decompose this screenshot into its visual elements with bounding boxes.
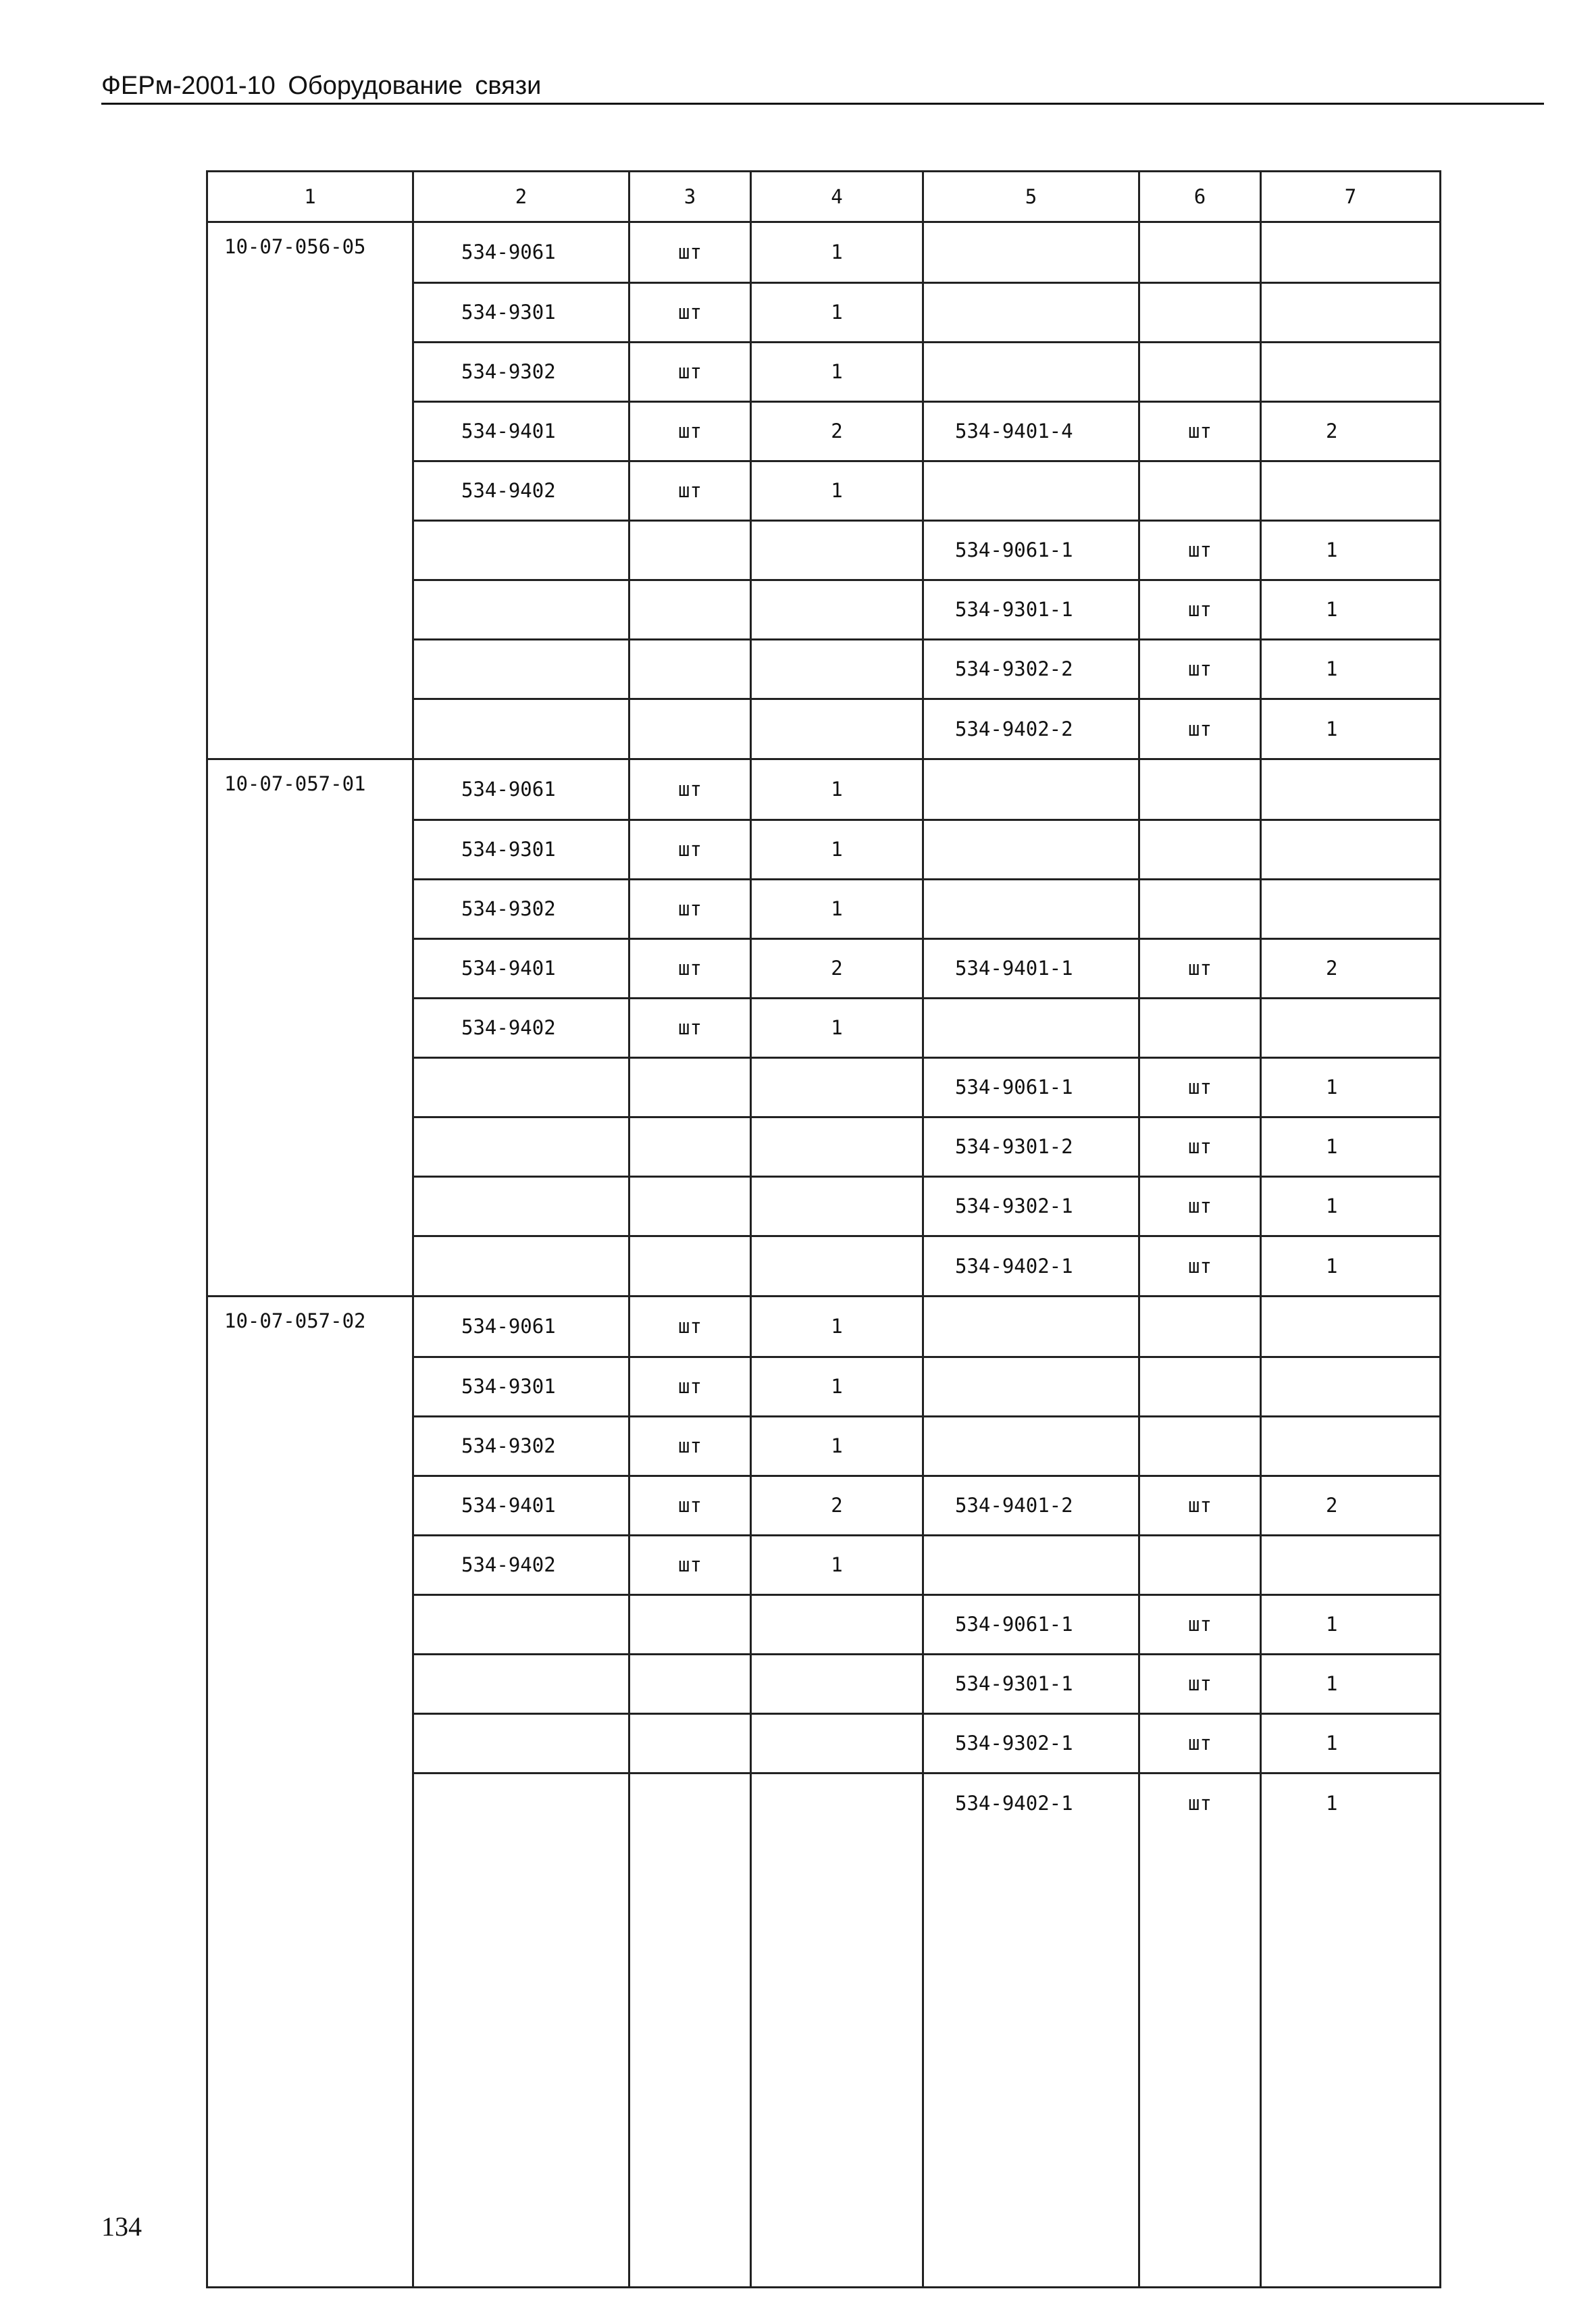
table-cell: 534-9302 [413,342,629,401]
table-cell [923,461,1139,520]
table-cell: шт [1139,401,1261,461]
table-cell [751,1057,923,1117]
rate-code-cell [207,1476,413,1535]
table-row [207,401,1441,461]
table-cell [629,1773,751,1832]
rate-code-cell [207,1654,413,1713]
table-cell: 2 [751,938,923,998]
table-cell: 534-9401-1 [923,938,1139,998]
table-cell [1261,1416,1441,1476]
table-cell [1261,342,1441,401]
table-cell [1261,282,1441,342]
table-row [207,1476,1441,1535]
blank-cell [629,1832,751,2288]
table-row [207,879,1441,938]
table-cell: 534-9302-2 [923,639,1139,699]
table-cell [923,1416,1139,1476]
blank-cell [923,1832,1139,2288]
rate-code-cell: 10-07-056-05 [207,222,413,283]
table-cell: 534-9401-4 [923,401,1139,461]
table-cell: 534-9402 [413,461,629,520]
table-cell [923,1297,1139,1357]
table-cell: 534-9301 [413,282,629,342]
table-row [207,699,1441,759]
rate-code-cell [207,580,413,639]
table-cell [629,1713,751,1773]
table-cell [923,1357,1139,1416]
rate-code-cell [207,1176,413,1236]
page-number: 134 [101,2211,142,2242]
table-cell: 1 [1261,520,1441,580]
table-cell: 1 [751,820,923,879]
rate-code-cell [207,1594,413,1654]
table-cell [1139,998,1261,1057]
table-cell [1261,461,1441,520]
table-cell [413,520,629,580]
table-cell: 2 [1261,938,1441,998]
table-cell [751,1654,923,1713]
rate-code-cell [207,1057,413,1117]
table-row [207,820,1441,879]
table-cell: 534-9301-1 [923,1654,1139,1713]
table-cell: шт [1139,1713,1261,1773]
table-cell: 534-9402 [413,998,629,1057]
table-cell [629,1057,751,1117]
column-header: 1 [207,172,413,222]
table-cell [1261,1297,1441,1357]
table-row [207,342,1441,401]
table-cell [751,699,923,759]
table-cell [751,580,923,639]
table-cell [1261,759,1441,820]
table-cell: шт [629,1476,751,1535]
table-cell: 534-9302 [413,879,629,938]
table-row [207,1236,1441,1297]
table-cell: 1 [751,222,923,283]
table-cell: шт [1139,1117,1261,1176]
table-cell [923,342,1139,401]
rate-code-cell [207,879,413,938]
table-cell: шт [629,820,751,879]
rate-code-cell [207,699,413,759]
table-cell: шт [629,1535,751,1594]
table-row [207,1416,1441,1476]
rate-code-cell [207,1535,413,1594]
table-cell: 534-9061-1 [923,1594,1139,1654]
table-cell: шт [629,998,751,1057]
table-cell [413,699,629,759]
page-header-title: ФЕРм-2001-10 Оборудование связи [101,72,542,100]
rate-code-cell [207,998,413,1057]
table-cell: шт [1139,1654,1261,1713]
table-cell: шт [629,1297,751,1357]
rate-code-cell [207,461,413,520]
table-cell [751,1713,923,1773]
table-cell: шт [1139,639,1261,699]
table-cell: 2 [751,401,923,461]
table-cell: 1 [1261,1057,1441,1117]
table-cell: 1 [1261,1654,1441,1713]
table-cell [629,1594,751,1654]
table-cell [1139,461,1261,520]
table-cell [413,580,629,639]
table-cell: 2 [751,1476,923,1535]
table-cell: шт [1139,1476,1261,1535]
table-row [207,1057,1441,1117]
table-cell: 534-9402 [413,1535,629,1594]
table-row [207,461,1441,520]
table-row [207,1654,1441,1713]
table-cell: шт [1139,1773,1261,1832]
column-header: 3 [629,172,751,222]
table-row [207,1176,1441,1236]
rate-code-cell: 10-07-057-02 [207,1297,413,1357]
rate-code-cell [207,1117,413,1176]
table-cell [413,1713,629,1773]
table-row [207,938,1441,998]
table-cell [1139,1416,1261,1476]
table-cell [629,699,751,759]
table-row [207,639,1441,699]
table-cell [1139,282,1261,342]
table-cell [413,1236,629,1297]
table-cell [751,1594,923,1654]
rate-code-cell [207,1357,413,1416]
table-cell [751,1117,923,1176]
table-cell: 534-9061 [413,1297,629,1357]
table-cell: шт [1139,580,1261,639]
table-cell: 534-9401 [413,1476,629,1535]
table-header-row [207,172,1441,222]
table-cell: шт [629,401,751,461]
table-row [207,1773,1441,1832]
table-cell: 1 [751,1357,923,1416]
rate-code-cell [207,1416,413,1476]
table-row [207,282,1441,342]
column-header: 5 [923,172,1139,222]
table-row [207,1297,1441,1357]
header-divider [101,103,1544,105]
table-cell [413,1117,629,1176]
table-cell [413,1773,629,1832]
table-cell: 534-9401 [413,401,629,461]
table-cell: 1 [751,1416,923,1476]
table-cell: 1 [751,998,923,1057]
table-cell: 534-9302-1 [923,1176,1139,1236]
table-cell [629,1176,751,1236]
table-cell [1139,342,1261,401]
table-cell [413,1057,629,1117]
rate-code-cell [207,820,413,879]
table-cell: 534-9401-2 [923,1476,1139,1535]
blank-cell [413,1832,629,2288]
table-cell: шт [629,938,751,998]
blank-cell [1139,1832,1261,2288]
table-cell: шт [629,282,751,342]
table-cell: 534-9302-1 [923,1713,1139,1773]
table-cell: 534-9061 [413,222,629,283]
table-cell [413,1654,629,1713]
table-cell: 534-9402-2 [923,699,1139,759]
table-row [207,1594,1441,1654]
table-row [207,520,1441,580]
table-cell: 1 [751,1297,923,1357]
table-cell: 534-9301-1 [923,580,1139,639]
blank-cell [1261,1832,1441,2288]
table-cell: 1 [751,1535,923,1594]
table-cell [1139,222,1261,283]
table-cell: 2 [1261,401,1441,461]
table-cell: шт [1139,520,1261,580]
table-cell [751,520,923,580]
table-cell [1139,1297,1261,1357]
table-cell [923,820,1139,879]
resource-table [206,170,1441,2288]
table-cell: 1 [751,282,923,342]
rate-code-cell [207,401,413,461]
table-cell [629,580,751,639]
table-cell [1261,879,1441,938]
rate-code-cell [207,520,413,580]
table-cell [923,282,1139,342]
table-cell: 1 [751,879,923,938]
table-cell: 1 [751,342,923,401]
table-cell: 534-9402-1 [923,1236,1139,1297]
column-header: 2 [413,172,629,222]
table-cell [751,639,923,699]
table-cell: шт [1139,1594,1261,1654]
table-cell [629,1236,751,1297]
rate-code-cell [207,639,413,699]
table-cell: шт [1139,1236,1261,1297]
table-cell: шт [1139,1057,1261,1117]
table-cell: 1 [751,759,923,820]
column-header: 7 [1261,172,1441,222]
table-cell: шт [1139,1176,1261,1236]
table-cell: 534-9061 [413,759,629,820]
table-cell: 534-9061-1 [923,1057,1139,1117]
table-cell [629,520,751,580]
rate-code-cell [207,1773,413,1832]
rate-code-cell: 10-07-057-01 [207,759,413,820]
table-cell: 1 [1261,639,1441,699]
column-header: 4 [751,172,923,222]
table-cell [923,759,1139,820]
table-row [207,222,1441,283]
blank-cell [751,1832,923,2288]
table-cell: 534-9302 [413,1416,629,1476]
table-cell [751,1176,923,1236]
table-cell: шт [1139,938,1261,998]
table-cell: 1 [1261,580,1441,639]
table-row [207,1357,1441,1416]
table-cell: шт [629,461,751,520]
table-cell: шт [629,879,751,938]
table-cell [629,639,751,699]
table-cell [1139,879,1261,938]
table-cell [413,1594,629,1654]
table-cell: 534-9402-1 [923,1773,1139,1832]
rate-code-cell [207,282,413,342]
table-cell [1139,1357,1261,1416]
table-cell: 534-9301 [413,820,629,879]
table-cell: шт [629,1416,751,1476]
table-cell: 1 [1261,1713,1441,1773]
table-cell [923,879,1139,938]
table-cell: шт [629,222,751,283]
rate-code-cell [207,342,413,401]
table-cell [1261,222,1441,283]
table-row [207,1535,1441,1594]
table-cell: 1 [1261,1176,1441,1236]
table-cell: 534-9061-1 [923,520,1139,580]
table-cell [629,1117,751,1176]
table-row [207,580,1441,639]
table-cell: 534-9401 [413,938,629,998]
table-cell: шт [1139,699,1261,759]
rate-code-cell [207,938,413,998]
table-cell [629,1654,751,1713]
table-cell: 534-9301 [413,1357,629,1416]
table-cell [413,639,629,699]
table-cell: 1 [751,461,923,520]
table-blank-area [207,1832,1441,2288]
table-body [207,172,1441,2288]
table-row [207,1117,1441,1176]
column-header: 6 [1139,172,1261,222]
table-cell: 1 [1261,699,1441,759]
table-cell [1139,759,1261,820]
table-cell [923,998,1139,1057]
table-cell: шт [629,759,751,820]
table-cell [1261,1357,1441,1416]
table-cell: 1 [1261,1236,1441,1297]
table-cell: 534-9301-2 [923,1117,1139,1176]
table-cell [1139,1535,1261,1594]
rate-code-cell [207,1236,413,1297]
table-cell [751,1236,923,1297]
table-cell [923,222,1139,283]
table-cell: шт [629,1357,751,1416]
table-cell [923,1535,1139,1594]
table-row [207,759,1441,820]
table-cell: 1 [1261,1117,1441,1176]
blank-cell [207,1832,413,2288]
table-cell: 1 [1261,1594,1441,1654]
table-cell [1139,820,1261,879]
table-cell [1261,1535,1441,1594]
table-row [207,998,1441,1057]
table-cell: 1 [1261,1773,1441,1832]
table-cell [413,1176,629,1236]
table-row [207,1713,1441,1773]
table-cell [751,1773,923,1832]
table-cell [1261,820,1441,879]
table-cell: 2 [1261,1476,1441,1535]
table-cell [1261,998,1441,1057]
table-cell: шт [629,342,751,401]
rate-code-cell [207,1713,413,1773]
